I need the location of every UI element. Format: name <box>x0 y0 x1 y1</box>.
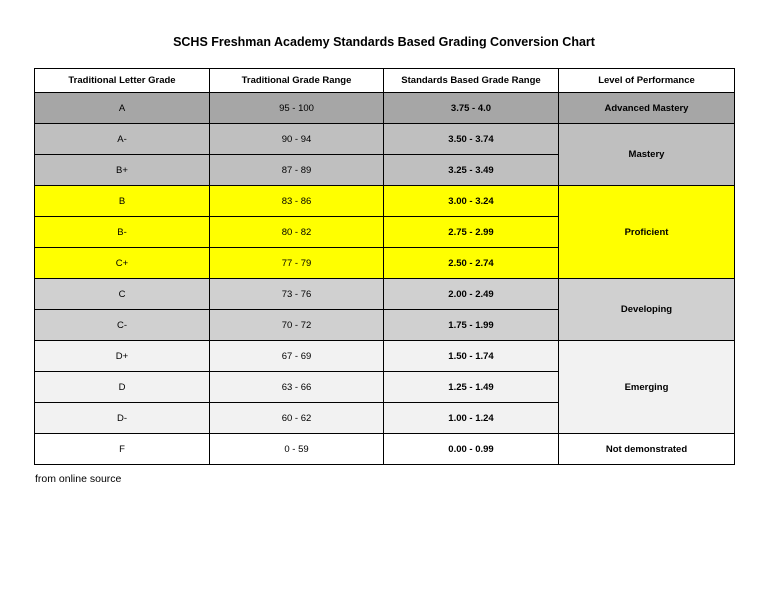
header-level: Level of Performance <box>559 69 735 93</box>
letter-grade-cell: A <box>35 93 210 124</box>
level-not-demonstrated: Not demonstrated <box>559 434 735 465</box>
level-mastery: Mastery <box>559 124 735 186</box>
sbg-range-cell: 1.50 - 1.74 <box>384 341 559 372</box>
grade-range-cell: 63 - 66 <box>210 372 384 403</box>
sbg-range-cell: 3.75 - 4.0 <box>384 93 559 124</box>
sbg-range-cell: 1.75 - 1.99 <box>384 310 559 341</box>
header-sbg-range: Standards Based Grade Range <box>384 69 559 93</box>
grade-range-cell: 83 - 86 <box>210 186 384 217</box>
level-advanced-mastery: Advanced Mastery <box>559 93 735 124</box>
letter-grade-cell: A- <box>35 124 210 155</box>
sbg-range-cell: 1.00 - 1.24 <box>384 403 559 434</box>
grade-range-cell: 60 - 62 <box>210 403 384 434</box>
table-row <box>35 93 735 124</box>
table-row <box>35 279 735 310</box>
grade-range-cell: 73 - 76 <box>210 279 384 310</box>
grade-range-cell: 70 - 72 <box>210 310 384 341</box>
grade-range-cell: 95 - 100 <box>210 93 384 124</box>
table-header-row <box>35 69 735 93</box>
letter-grade-cell: D- <box>35 403 210 434</box>
sbg-range-cell: 3.00 - 3.24 <box>384 186 559 217</box>
grade-range-cell: 77 - 79 <box>210 248 384 279</box>
table-row <box>35 124 735 155</box>
grade-range-cell: 90 - 94 <box>210 124 384 155</box>
header-grade-range: Traditional Grade Range <box>210 69 384 93</box>
letter-grade-cell: D <box>35 372 210 403</box>
grade-range-cell: 87 - 89 <box>210 155 384 186</box>
grade-range-cell: 0 - 59 <box>210 434 384 465</box>
letter-grade-cell: C- <box>35 310 210 341</box>
letter-grade-cell: C+ <box>35 248 210 279</box>
letter-grade-cell: B <box>35 186 210 217</box>
letter-grade-cell: B+ <box>35 155 210 186</box>
grading-conversion-table <box>34 68 735 465</box>
source-note: from online source <box>35 473 122 485</box>
sbg-range-cell: 3.50 - 3.74 <box>384 124 559 155</box>
sbg-range-cell: 2.75 - 2.99 <box>384 217 559 248</box>
table-row <box>35 186 735 217</box>
letter-grade-cell: F <box>35 434 210 465</box>
grade-range-cell: 67 - 69 <box>210 341 384 372</box>
level-proficient: Proficient <box>559 186 735 279</box>
level-developing: Developing <box>559 279 735 341</box>
letter-grade-cell: C <box>35 279 210 310</box>
header-letter-grade: Traditional Letter Grade <box>35 69 210 93</box>
letter-grade-cell: B- <box>35 217 210 248</box>
table-row <box>35 341 735 372</box>
grade-range-cell: 80 - 82 <box>210 217 384 248</box>
sbg-range-cell: 3.25 - 3.49 <box>384 155 559 186</box>
sbg-range-cell: 2.50 - 2.74 <box>384 248 559 279</box>
letter-grade-cell: D+ <box>35 341 210 372</box>
sbg-range-cell: 0.00 - 0.99 <box>384 434 559 465</box>
table-row <box>35 434 735 465</box>
page-title: SCHS Freshman Academy Standards Based Grading Conversion Chart <box>173 35 595 49</box>
sbg-range-cell: 1.25 - 1.49 <box>384 372 559 403</box>
level-emerging: Emerging <box>559 341 735 434</box>
sbg-range-cell: 2.00 - 2.49 <box>384 279 559 310</box>
